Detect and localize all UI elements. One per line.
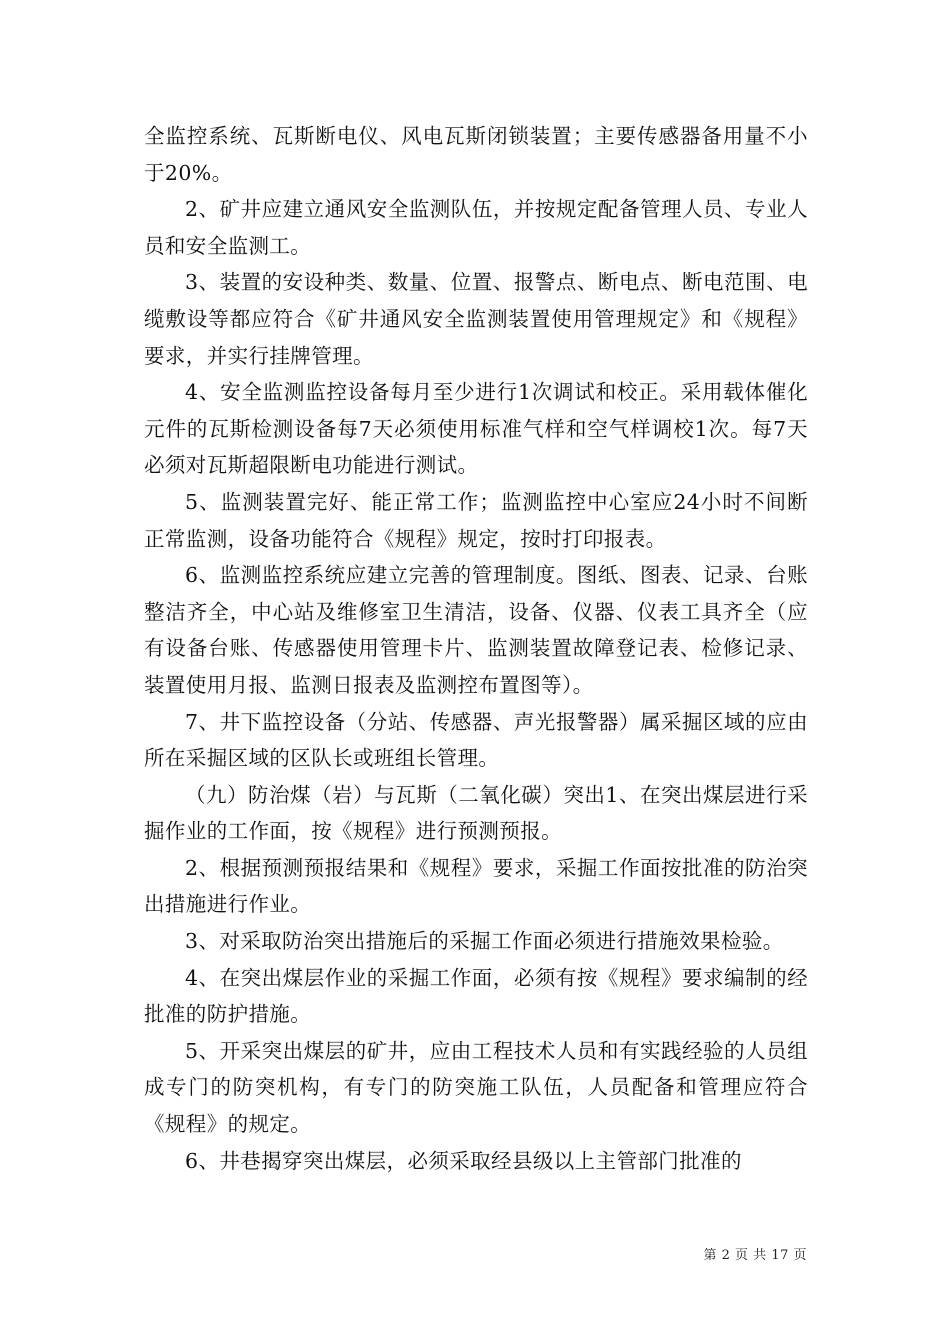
paragraph-section-9-item-3: 3、对采取防治突出措施后的采掘工作面必须进行措施效果检验。 — [185, 929, 784, 954]
paragraph-section-9-item-2: 2、根据预测预报结果和《规程》要求，采掘工作面按批准的防治突出措施进行作业。 — [144, 855, 808, 917]
paragraph-section-9-item-4: 4、在突出煤层作业的采掘工作面，必须有按《规程》要求编制的经批准的防护措施。 — [144, 965, 808, 1027]
paragraph-item-6: 6、监测监控系统应建立完善的管理制度。图纸、图表、记录、台账整洁齐全，中心站及维修室卫生清洁，设备、仪器、仪表工具齐全（应有设备台账、传感器使用管理卡片、监测装置故障登记表、检修记录、装置使用月报、监测日报表及监测控布置图等）。 — [144, 563, 808, 697]
paragraph-section-9: （九）防治煤（岩）与瓦斯（二氧化碳）突出1、在突出煤层进行采掘作业的工作面，按《规程》进行预测预报。 — [144, 782, 808, 844]
page-number-footer: 第 2 页 共 17 页 — [703, 1248, 807, 1263]
paragraph-section-9-item-6: 6、井巷揭穿突出煤层，必须采取经县级以上主管部门批准的 — [185, 1148, 742, 1173]
paragraph-continuation: 全监控系统、瓦斯断电仪、风电瓦斯闭锁装置；主要传感器备用量不小于20%。 — [144, 124, 808, 185]
document-body — [144, 118, 808, 1179]
paragraph-item-3: 3、装置的安设种类、数量、位置、报警点、断电点、断电范围、电缆敷设等都应符合《矿井通风安全监测装置使用管理规定》和《规程》要求，并实行挂牌管理。 — [144, 270, 808, 368]
paragraph-item-5: 5、监测装置完好、能正常工作；监测监控中心室应24小时不间断正常监测，设备功能符合《规程》规定，按时打印报表。 — [144, 489, 808, 551]
paragraph-item-7: 7、井下监控设备（分站、传感器、声光报警器）属采掘区域的应由所在采掘区域的区队长或班组长管理。 — [144, 709, 808, 771]
paragraph-section-9-item-5: 5、开采突出煤层的矿井，应由工程技术人员和有实践经验的人员组成专门的防突机构，有专门的防突施工队伍，人员配备和管理应符合《规程》的规定。 — [144, 1038, 808, 1137]
paragraph-item-4: 4、安全监测监控设备每月至少进行1次调试和校正。采用载体催化元件的瓦斯检测设备每7天必须使用标准气样和空气样调校1次。每7天必须对瓦斯超限断电功能进行测试。 — [144, 380, 808, 478]
paragraph-item-2: 2、矿井应建立通风安全监测队伍，并按规定配备管理人员、专业人员和安全监测工。 — [144, 197, 808, 258]
